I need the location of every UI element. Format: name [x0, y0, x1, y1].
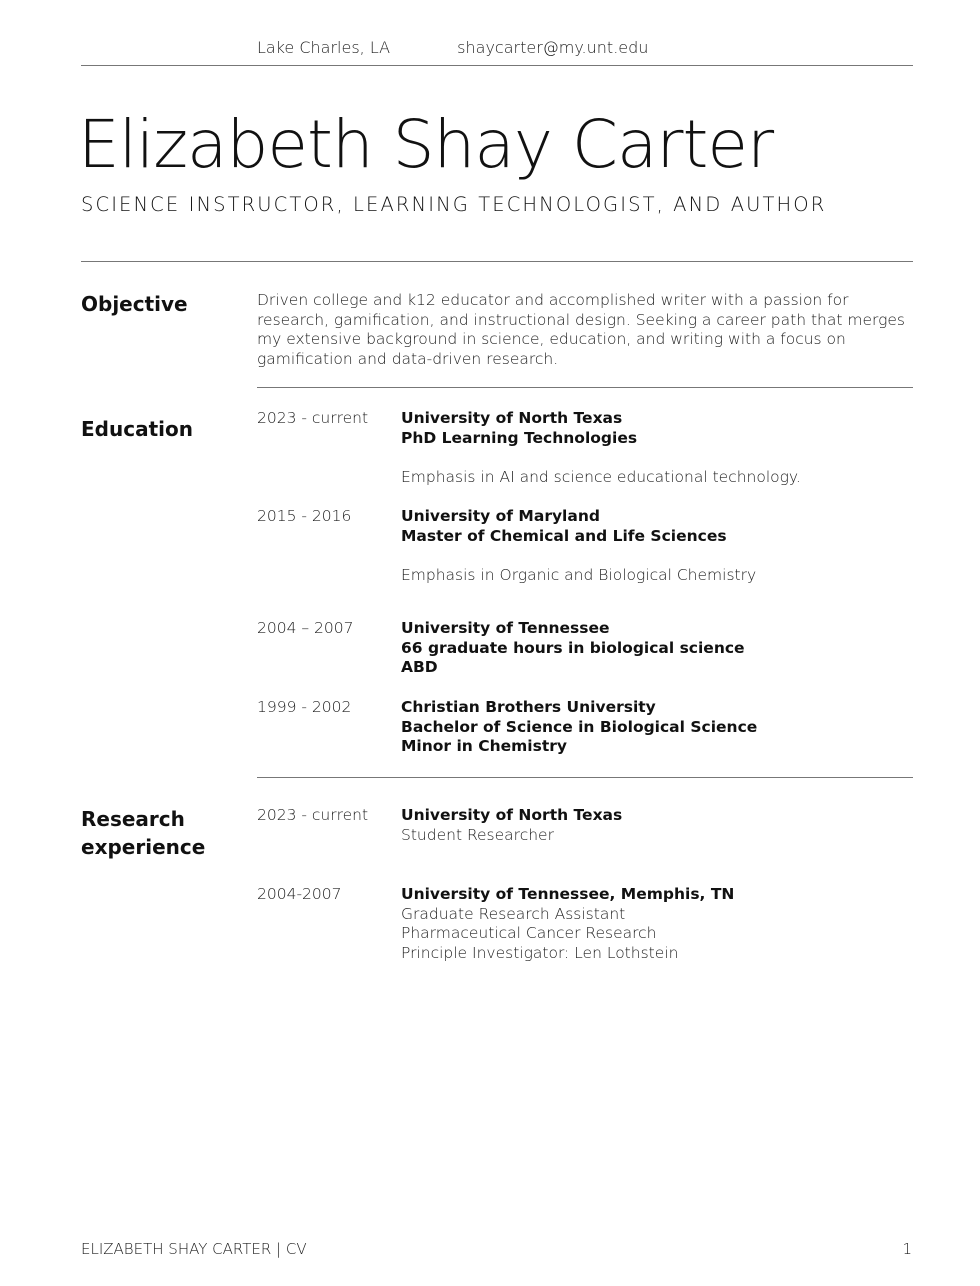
degree-extra: ABD: [401, 658, 438, 676]
education-entry: [401, 619, 913, 678]
page-number: 1: [902, 1240, 912, 1258]
contact-line: [257, 38, 648, 57]
education-entry: [401, 698, 913, 757]
school-name: University of North Texas: [401, 409, 623, 427]
education-date: 1999 - 2002: [257, 698, 352, 716]
degree-name: 66 graduate hours in biological science: [401, 638, 745, 657]
education-divider: [257, 777, 913, 778]
education-entry: [401, 409, 913, 487]
email-text: shaycarter@my.unt.edu: [457, 38, 649, 57]
degree-name: Bachelor of Science in Biological Science: [401, 717, 758, 736]
research-heading-line2: experience: [81, 835, 206, 859]
name-divider: [81, 261, 913, 262]
research-date: 2023 - current: [257, 806, 369, 824]
degree-name: Master of Chemical and Life Sciences: [401, 526, 727, 545]
school-name: University of Maryland: [401, 507, 600, 525]
education-date: 2015 - 2016: [257, 507, 352, 525]
degree-extra: Minor in Chemistry: [401, 737, 567, 755]
person-tagline: SCIENCE INSTRUCTOR, LEARNING TECHNOLOGIST, AND AUTHOR: [81, 193, 827, 216]
education-date: 2023 - current: [257, 409, 369, 427]
objective-divider: [257, 387, 913, 388]
research-date: 2004-2007: [257, 885, 342, 903]
research-area: Pharmaceutical Cancer Research: [401, 924, 657, 942]
research-entry: [401, 885, 913, 963]
objective-text: Driven college and k12 educator and accomplished writer with a passion for research, gamification, and instructional design. Seeking a career path that merges my extensive background in science, education, and writing with a focus on gamification and data-driven research.: [257, 291, 906, 368]
education-heading: Education: [81, 417, 193, 441]
research-org: University of North Texas: [401, 806, 623, 824]
person-name: Elizabeth Shay Carter: [78, 106, 774, 183]
research-role: Student Researcher: [401, 825, 554, 844]
footer-title: ELIZABETH SHAY CARTER | CV: [81, 1240, 307, 1258]
objective-heading: Objective: [81, 292, 188, 316]
education-date: 2004 – 2007: [257, 619, 354, 637]
research-role: Graduate Research Assistant: [401, 904, 626, 923]
school-name: University of Tennessee: [401, 619, 610, 637]
education-note: Emphasis in AI and science educational technology.: [401, 467, 801, 486]
research-entry: [401, 806, 913, 845]
school-name: Christian Brothers University: [401, 698, 656, 716]
header-divider: [81, 65, 913, 66]
education-entry: [401, 507, 913, 585]
education-note: Emphasis in Organic and Biological Chemistry: [401, 565, 757, 584]
location-text: Lake Charles, LA: [257, 38, 391, 57]
research-heading-line1: Research: [81, 807, 185, 831]
research-org: University of Tennessee, Memphis, TN: [401, 885, 735, 903]
research-heading: [81, 805, 205, 861]
research-pi: Principle Investigator: Len Lothstein: [401, 943, 679, 962]
degree-name: PhD Learning Technologies: [401, 428, 638, 447]
